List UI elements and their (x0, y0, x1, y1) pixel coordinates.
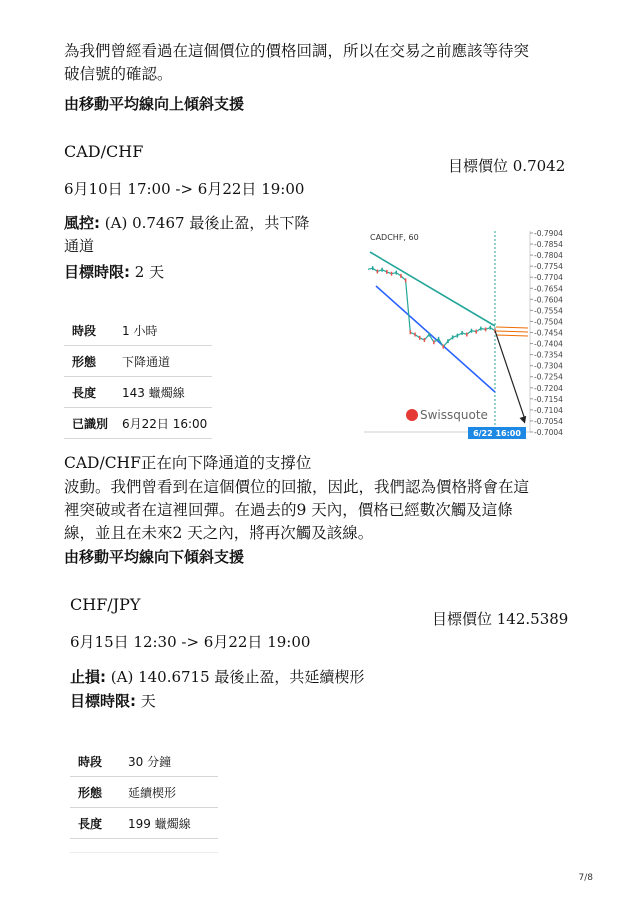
svg-text:Swissquote: Swissquote (420, 408, 488, 422)
stop-label: 止損: (70, 668, 106, 686)
section1-info-table (64, 315, 212, 439)
y-tick-label: -0.7304 (534, 361, 563, 371)
section2-timeframe (70, 690, 156, 711)
table-row: 長度 143 蠟燭線 (64, 377, 212, 408)
y-tick-label: -0.7754 (534, 262, 563, 272)
risk-text-1: (A) 0.7467 最後止盈，共下降 (100, 214, 310, 232)
stop-text: (A) 140.6715 最後止盈，共延續楔形 (106, 668, 365, 686)
y-tick-label: -0.7104 (534, 405, 563, 415)
price-chart (362, 224, 574, 440)
y-tick-label: -0.7704 (534, 273, 563, 283)
y-tick-label: -0.7404 (534, 339, 563, 349)
desc-line-4: 線，並且在未來2 天之內，將再次觸及該線。 (64, 524, 374, 542)
y-tick-label: -0.7504 (534, 317, 563, 327)
y-tick-label: -0.7654 (534, 284, 563, 294)
section1-target: 目標價位 0.7042 (448, 157, 566, 175)
section1-risk (64, 212, 344, 258)
table-row: 已識別 6月22日 16:00 (64, 408, 212, 439)
page-number: 7/8 (578, 873, 593, 883)
desc-line-3: 裡突破或者在這裡回彈。在過去的9 天內，價格已經數次觸及這條 (64, 501, 513, 519)
y-tick-label: -0.7454 (534, 328, 563, 338)
y-tick-label: -0.7554 (534, 306, 563, 316)
section2-target: 目標價位 142.5389 (432, 610, 569, 628)
table-row: 長度 199 蠟燭線 (70, 808, 218, 839)
section2-dates: 6月15日 12:30 -> 6月22日 19:00 (70, 633, 311, 651)
risk-label: 風控: (64, 214, 100, 232)
date-label: 6/22 16:00 (473, 429, 521, 438)
section1-heading: 由移動平均線向上傾斜支援 (64, 95, 245, 113)
desc-line-1: CAD/CHF正在向下降通道的支撐位 (64, 454, 312, 472)
timeframe-label-2: 目標時限: (70, 692, 136, 710)
section2-info-table (70, 746, 218, 839)
table-row: 形態 延續楔形 (70, 777, 218, 808)
y-tick-label: -0.7804 (534, 251, 563, 261)
chart-symbol: CADCHF, 60 (370, 233, 419, 242)
y-tick-label: -0.7004 (534, 428, 563, 437)
y-tick-label: -0.7204 (534, 383, 563, 393)
section1-timeframe (64, 261, 164, 282)
timeframe-value-2: 天 (136, 692, 156, 710)
y-tick-label: -0.7854 (534, 240, 563, 250)
intro-line-1: 為我們曾經看過在這個價位的價格回調，所以在交易之前應該等待突 (64, 42, 530, 60)
table-row: 時段 1 小時 (64, 315, 212, 346)
y-tick-label: -0.7254 (534, 372, 563, 382)
swissquote-logo-icon (406, 409, 418, 421)
y-tick-label: -0.7054 (534, 416, 563, 426)
section2-stop (70, 666, 364, 689)
risk-text-2: 通道 (64, 237, 95, 255)
intro-line-2: 破信號的確認。 (64, 65, 173, 83)
table-row: 形態 下降通道 (64, 346, 212, 377)
section1-pair: CAD/CHF (64, 142, 144, 161)
timeframe-value: 2 天 (130, 263, 165, 281)
y-tick-label: -0.7154 (534, 394, 563, 404)
y-tick-label: -0.7904 (534, 229, 563, 238)
y-tick-label: -0.7604 (534, 295, 563, 305)
table-end-divider (70, 852, 218, 853)
section1-dates: 6月10日 17:00 -> 6月22日 19:00 (64, 180, 305, 198)
y-tick-label: -0.7354 (534, 350, 563, 360)
desc-line-2: 波動。我們曾看到在這個價位的回撤，因此，我們認為價格將會在這 (64, 478, 530, 496)
timeframe-label: 目標時限: (64, 263, 130, 281)
table-row: 時段 30 分鐘 (70, 746, 218, 777)
section2-heading: 由移動平均線向下傾斜支援 (64, 548, 245, 566)
section2-pair: CHF/JPY (70, 595, 141, 614)
